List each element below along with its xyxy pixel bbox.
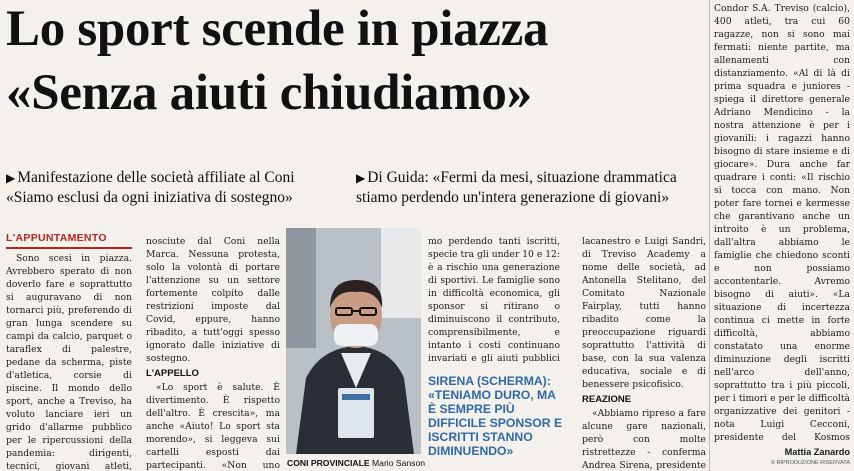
column-1-text: Sono scesi in piazza. Avrebbero sperato di non doverlo fare e soprattutto si auguravano di non tornarci più, preferendo di gran lunga scendere su campi da calcio, parquet o taraflex di palestre, pedane da scherma, piste d'atletica, corsie di piscine. Il mondo dello sport, anche a Treviso, ha voluto lanciare ieri un grido d'allarme pubblico per le ripercussioni della pandemia: dirigenti, tecnici, giovani atleti, — [6, 253, 132, 471]
section-rule — [6, 247, 132, 249]
caption-person: Mario Sanson — [372, 458, 426, 468]
column-4-text-b: «Abbiamo ripreso a fare alcune gare nazionali, però con molte ristrettezze - conferma Andrea Sirena, presidente — [582, 408, 706, 471]
headline-line-1: Lo sport scende in piazza — [6, 1, 549, 57]
article-column-2 — [146, 235, 280, 471]
article-column-1 — [6, 252, 132, 471]
pull-quote — [428, 374, 563, 458]
section-label: L'APPUNTAMENTO — [6, 232, 107, 244]
bullet-triangle-icon: ▶ — [6, 171, 16, 185]
column-3-text: mo perdendo tanti iscritti, specie tra gli under 10 e 12: è a rischio una generazione di sportivi. Le famiglie sono in difficoltà economica, gli sponsor si ritirano o diminuiscono il contributo, comprensibilmente, e intanto i costi continuano invariati e gli aiuti pubblici — [428, 236, 560, 364]
photo-illustration — [286, 228, 421, 454]
subhead-right-line2: stiamo perdendo un'intera generazione di giovani» — [356, 189, 670, 206]
column-2-text-b: «Lo sport è salute. È divertimento. È rispetto dell'altro. È crescita», ma anche «Aiuto! Lo sport sta morendo», si leggeva sui cartelli esposti dai partecipanti. «Non uno — [146, 382, 280, 471]
column-divider — [709, 0, 710, 471]
subhead-left — [6, 168, 346, 207]
copyright-notice: © RIPRODUZIONE RISERVATA — [770, 460, 850, 466]
subhead-left-line2: «Siamo esclusi da ogni iniziativa di sostegno» — [6, 189, 293, 206]
article-column-4 — [582, 235, 706, 471]
bullet-triangle-icon: ▶ — [356, 171, 366, 185]
column-4-subhead: REAZIONE — [582, 394, 632, 405]
caption-label: CONI PROVINCIALE — [287, 458, 370, 468]
photo-mario-sanson — [286, 228, 421, 454]
column-2-subhead: L'APPELLO — [146, 368, 199, 379]
subhead-right-line1: Di Guida: «Fermi da mesi, situazione drammatica — [367, 169, 677, 186]
article-column-5 — [714, 2, 850, 446]
pull-quote-text: «TENIAMO DURO, MA È SEMPRE PIÙ DIFFICILE SPONSOR E ISCRITTI STANNO DIMINUENDO» — [428, 388, 563, 458]
column-5-text: Condor S.A. Treviso (calcio), 400 atleti, tra cui 60 ragazze, non si sono mai fermati: niente partite, ma allenamenti con distanziamento. «Al di là di prima squadra e juniores - spiega il direttore generale Adriano Mendicino - la nostra attenzione è per i giovanili: i ragazzi hanno bisogno di stare insieme e di giocare». Dura anche far quadrare i conti: «Il rischio si tocca con mano. Non poter fare tornei e kermesse che garantivano anche un introito è un problema, dall'altra abbiamo le famiglie che chiedono sconti e non possiamo accontentarle. Avremo bisogno di aiuti». «La situazione di incertezza continua ci mette in forte difficoltà, abbiamo constatato una enorme diminuzione degli iscritti nell'arco dell'anno, soprattutto tra i più piccoli, per i timori e per le difficoltà organizzative dei genitori - nota Luigi Cecconi, presidente del Kosmos — [714, 3, 850, 443]
column-4-text-a: lacanestro e Luigi Sandri, di Treviso Academy a nome delle società, ad Antonella Stelitano, del Comitato Nazionale Fairplay, tutti hanno ribadito come la preoccupazione riguardi soprattutto l'attività di base, con la sua valenza educativa, sociale e di benessere psicofisico. — [582, 236, 706, 390]
photo-caption — [287, 458, 427, 468]
subhead-right — [356, 168, 701, 207]
headline-line-2: «Senza aiuti chiudiamo» — [6, 65, 532, 121]
author-signature: Mattia Zanardo — [784, 447, 850, 457]
column-2-text-a: nosciute dal Coni nella Marca. Nessuna protesta, solo la volontà di portare l'attenzione su un settore fortemente colpito dalle restrizioni imposte dal Covid, eppure, hanno ribadito, a tutt'oggi spesso ignorato dalle iniziative di sostegno. — [146, 236, 280, 364]
pull-quote-name: SIRENA (SCHERMA): — [428, 374, 551, 388]
article-column-3 — [428, 235, 560, 367]
subhead-left-line1: Manifestazione delle società affiliate al Coni — [17, 169, 295, 186]
